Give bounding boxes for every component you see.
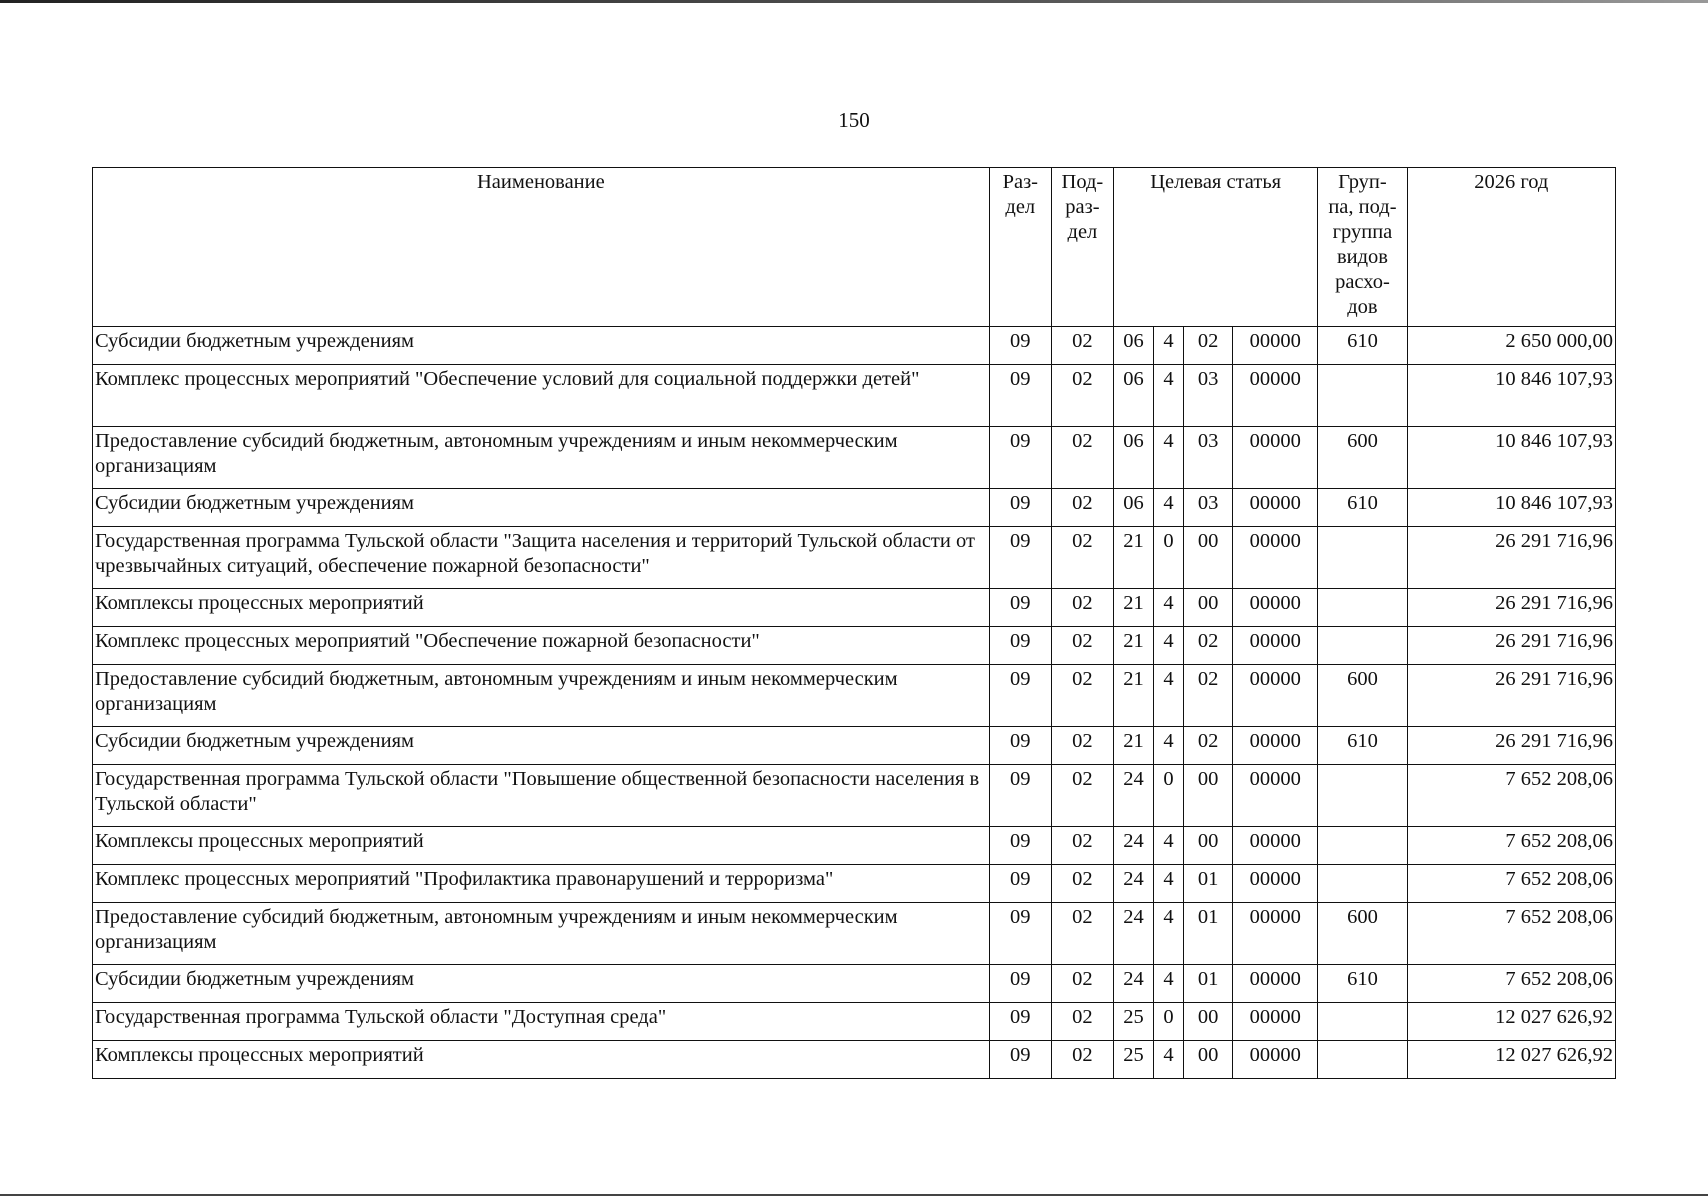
cell-target-program: 06 [1113, 365, 1153, 427]
cell-subsection: 02 [1051, 427, 1113, 489]
table-row [93, 1041, 1616, 1079]
cell-expense-group [1318, 827, 1407, 865]
page-number: 150 [838, 108, 870, 132]
header-target-article: Целевая статья [1113, 168, 1317, 327]
cell-section: 09 [989, 865, 1051, 903]
cell-target-direction: 00000 [1233, 365, 1318, 427]
cell-subsection: 02 [1051, 589, 1113, 627]
cell-target-program: 06 [1113, 427, 1153, 489]
cell-target-subprogram: 01 [1184, 865, 1233, 903]
cell-expense-group [1318, 627, 1407, 665]
cell-section: 09 [989, 727, 1051, 765]
cell-subsection: 02 [1051, 665, 1113, 727]
cell-section: 09 [989, 627, 1051, 665]
table-header-row [93, 168, 1616, 327]
table-row [93, 665, 1616, 727]
cell-amount: 7 652 208,06 [1407, 965, 1615, 1003]
cell-target-subprogram: 02 [1184, 665, 1233, 727]
cell-target-type: 0 [1154, 527, 1184, 589]
cell-target-subprogram: 00 [1184, 1041, 1233, 1079]
cell-target-subprogram: 01 [1184, 965, 1233, 1003]
table-row [93, 327, 1616, 365]
cell-name: Государственная программа Тульской области "Доступная среда" [93, 1003, 990, 1041]
header-name: Наименование [93, 168, 990, 327]
table-row [93, 727, 1616, 765]
table-row [93, 865, 1616, 903]
cell-target-program: 21 [1113, 665, 1153, 727]
cell-target-type: 4 [1154, 427, 1184, 489]
cell-target-subprogram: 00 [1184, 765, 1233, 827]
cell-name: Предоставление субсидий бюджетным, автономным учреждениям и иным некоммерческим организациям [93, 665, 990, 727]
cell-name: Комплекс процессных мероприятий "Обеспечение пожарной безопасности" [93, 627, 990, 665]
cell-section: 09 [989, 903, 1051, 965]
table-row [93, 527, 1616, 589]
cell-section: 09 [989, 527, 1051, 589]
cell-target-direction: 00000 [1233, 903, 1318, 965]
cell-subsection: 02 [1051, 489, 1113, 527]
cell-subsection: 02 [1051, 727, 1113, 765]
cell-target-program: 24 [1113, 765, 1153, 827]
cell-section: 09 [989, 365, 1051, 427]
cell-name: Предоставление субсидий бюджетным, автономным учреждениям и иным некоммерческим организациям [93, 427, 990, 489]
table-body [93, 327, 1616, 1079]
cell-section: 09 [989, 665, 1051, 727]
cell-section: 09 [989, 1041, 1051, 1079]
cell-expense-group [1318, 365, 1407, 427]
cell-subsection: 02 [1051, 327, 1113, 365]
header-section: Раз- дел [989, 168, 1051, 327]
cell-target-subprogram: 03 [1184, 489, 1233, 527]
cell-target-program: 24 [1113, 965, 1153, 1003]
cell-name: Комплекс процессных мероприятий "Обеспечение условий для социальной поддержки детей" [93, 365, 990, 427]
cell-target-type: 4 [1154, 327, 1184, 365]
table-row [93, 589, 1616, 627]
cell-target-direction: 00000 [1233, 827, 1318, 865]
table-row [93, 965, 1616, 1003]
cell-subsection: 02 [1051, 365, 1113, 427]
cell-amount: 7 652 208,06 [1407, 765, 1615, 827]
cell-target-direction: 00000 [1233, 627, 1318, 665]
cell-section: 09 [989, 589, 1051, 627]
cell-expense-group: 610 [1318, 727, 1407, 765]
cell-amount: 26 291 716,96 [1407, 527, 1615, 589]
cell-name: Комплексы процессных мероприятий [93, 827, 990, 865]
cell-target-program: 06 [1113, 327, 1153, 365]
cell-section: 09 [989, 327, 1051, 365]
cell-target-subprogram: 03 [1184, 365, 1233, 427]
cell-amount: 26 291 716,96 [1407, 665, 1615, 727]
cell-subsection: 02 [1051, 765, 1113, 827]
cell-target-type: 4 [1154, 627, 1184, 665]
cell-subsection: 02 [1051, 627, 1113, 665]
cell-target-direction: 00000 [1233, 727, 1318, 765]
cell-expense-group [1318, 765, 1407, 827]
cell-expense-group: 600 [1318, 665, 1407, 727]
cell-target-subprogram: 03 [1184, 427, 1233, 489]
scan-edge-top [0, 0, 1708, 3]
cell-amount: 12 027 626,92 [1407, 1003, 1615, 1041]
cell-amount: 12 027 626,92 [1407, 1041, 1615, 1079]
cell-name: Субсидии бюджетным учреждениям [93, 965, 990, 1003]
cell-amount: 10 846 107,93 [1407, 489, 1615, 527]
cell-name: Субсидии бюджетным учреждениям [93, 489, 990, 527]
cell-expense-group [1318, 1041, 1407, 1079]
cell-target-subprogram: 00 [1184, 527, 1233, 589]
cell-target-direction: 00000 [1233, 489, 1318, 527]
cell-target-direction: 00000 [1233, 589, 1318, 627]
cell-target-direction: 00000 [1233, 965, 1318, 1003]
cell-subsection: 02 [1051, 827, 1113, 865]
table-row [93, 827, 1616, 865]
cell-target-type: 4 [1154, 665, 1184, 727]
cell-target-program: 21 [1113, 627, 1153, 665]
cell-target-type: 4 [1154, 1041, 1184, 1079]
cell-target-program: 06 [1113, 489, 1153, 527]
cell-amount: 10 846 107,93 [1407, 427, 1615, 489]
cell-subsection: 02 [1051, 1041, 1113, 1079]
cell-name: Предоставление субсидий бюджетным, автономным учреждениям и иным некоммерческим организациям [93, 903, 990, 965]
cell-target-direction: 00000 [1233, 527, 1318, 589]
cell-target-subprogram: 00 [1184, 827, 1233, 865]
cell-target-type: 4 [1154, 727, 1184, 765]
table-row [93, 489, 1616, 527]
cell-expense-group [1318, 527, 1407, 589]
cell-section: 09 [989, 827, 1051, 865]
cell-target-subprogram: 02 [1184, 627, 1233, 665]
cell-name: Субсидии бюджетным учреждениям [93, 327, 990, 365]
cell-target-type: 4 [1154, 865, 1184, 903]
cell-name: Комплекс процессных мероприятий "Профилактика правонарушений и терроризма" [93, 865, 990, 903]
cell-target-program: 24 [1113, 865, 1153, 903]
cell-target-program: 21 [1113, 527, 1153, 589]
cell-target-direction: 00000 [1233, 427, 1318, 489]
cell-target-type: 4 [1154, 903, 1184, 965]
cell-target-program: 25 [1113, 1003, 1153, 1041]
cell-target-direction: 00000 [1233, 1041, 1318, 1079]
cell-target-subprogram: 00 [1184, 589, 1233, 627]
header-subsection: Под- раз- дел [1051, 168, 1113, 327]
cell-amount: 2 650 000,00 [1407, 327, 1615, 365]
cell-target-type: 0 [1154, 1003, 1184, 1041]
header-year-2026: 2026 год [1407, 168, 1615, 327]
table-row [93, 903, 1616, 965]
cell-section: 09 [989, 489, 1051, 527]
cell-target-direction: 00000 [1233, 865, 1318, 903]
budget-table [92, 167, 1616, 1079]
cell-target-program: 21 [1113, 589, 1153, 627]
cell-name: Государственная программа Тульской области "Повышение общественной безопасности населения в Тульской области" [93, 765, 990, 827]
cell-subsection: 02 [1051, 1003, 1113, 1041]
cell-target-subprogram: 02 [1184, 727, 1233, 765]
cell-expense-group [1318, 589, 1407, 627]
cell-name: Комплексы процессных мероприятий [93, 1041, 990, 1079]
cell-subsection: 02 [1051, 865, 1113, 903]
cell-amount: 7 652 208,06 [1407, 827, 1615, 865]
cell-amount: 26 291 716,96 [1407, 627, 1615, 665]
cell-section: 09 [989, 1003, 1051, 1041]
cell-target-direction: 00000 [1233, 665, 1318, 727]
cell-subsection: 02 [1051, 965, 1113, 1003]
cell-name: Субсидии бюджетным учреждениям [93, 727, 990, 765]
cell-section: 09 [989, 427, 1051, 489]
cell-expense-group: 610 [1318, 489, 1407, 527]
cell-expense-group [1318, 1003, 1407, 1041]
cell-amount: 7 652 208,06 [1407, 865, 1615, 903]
cell-target-type: 4 [1154, 489, 1184, 527]
cell-target-type: 4 [1154, 589, 1184, 627]
table-row [93, 365, 1616, 427]
cell-expense-group: 600 [1318, 903, 1407, 965]
cell-name: Комплексы процессных мероприятий [93, 589, 990, 627]
table-row [93, 427, 1616, 489]
cell-target-type: 4 [1154, 365, 1184, 427]
cell-amount: 26 291 716,96 [1407, 727, 1615, 765]
cell-target-direction: 00000 [1233, 765, 1318, 827]
table-row [93, 765, 1616, 827]
cell-target-program: 24 [1113, 827, 1153, 865]
cell-expense-group: 600 [1318, 427, 1407, 489]
cell-section: 09 [989, 965, 1051, 1003]
cell-target-subprogram: 02 [1184, 327, 1233, 365]
cell-target-subprogram: 00 [1184, 1003, 1233, 1041]
cell-amount: 7 652 208,06 [1407, 903, 1615, 965]
cell-subsection: 02 [1051, 527, 1113, 589]
scan-edge-bottom [0, 1194, 1708, 1196]
cell-subsection: 02 [1051, 903, 1113, 965]
cell-amount: 26 291 716,96 [1407, 589, 1615, 627]
cell-target-subprogram: 01 [1184, 903, 1233, 965]
cell-target-type: 4 [1154, 827, 1184, 865]
cell-expense-group: 610 [1318, 327, 1407, 365]
cell-name: Государственная программа Тульской области "Защита населения и территорий Тульской области от чрезвычайных ситуаций, обеспечение пожарной безопасности" [93, 527, 990, 589]
table-row [93, 1003, 1616, 1041]
cell-expense-group: 610 [1318, 965, 1407, 1003]
header-expense-group: Груп- па, под- группа видов расхо- дов [1318, 168, 1407, 327]
cell-target-program: 21 [1113, 727, 1153, 765]
cell-amount: 10 846 107,93 [1407, 365, 1615, 427]
cell-target-direction: 00000 [1233, 327, 1318, 365]
cell-target-direction: 00000 [1233, 1003, 1318, 1041]
cell-target-program: 24 [1113, 903, 1153, 965]
table-row [93, 627, 1616, 665]
cell-target-type: 0 [1154, 765, 1184, 827]
cell-target-type: 4 [1154, 965, 1184, 1003]
cell-target-program: 25 [1113, 1041, 1153, 1079]
cell-section: 09 [989, 765, 1051, 827]
cell-expense-group [1318, 865, 1407, 903]
